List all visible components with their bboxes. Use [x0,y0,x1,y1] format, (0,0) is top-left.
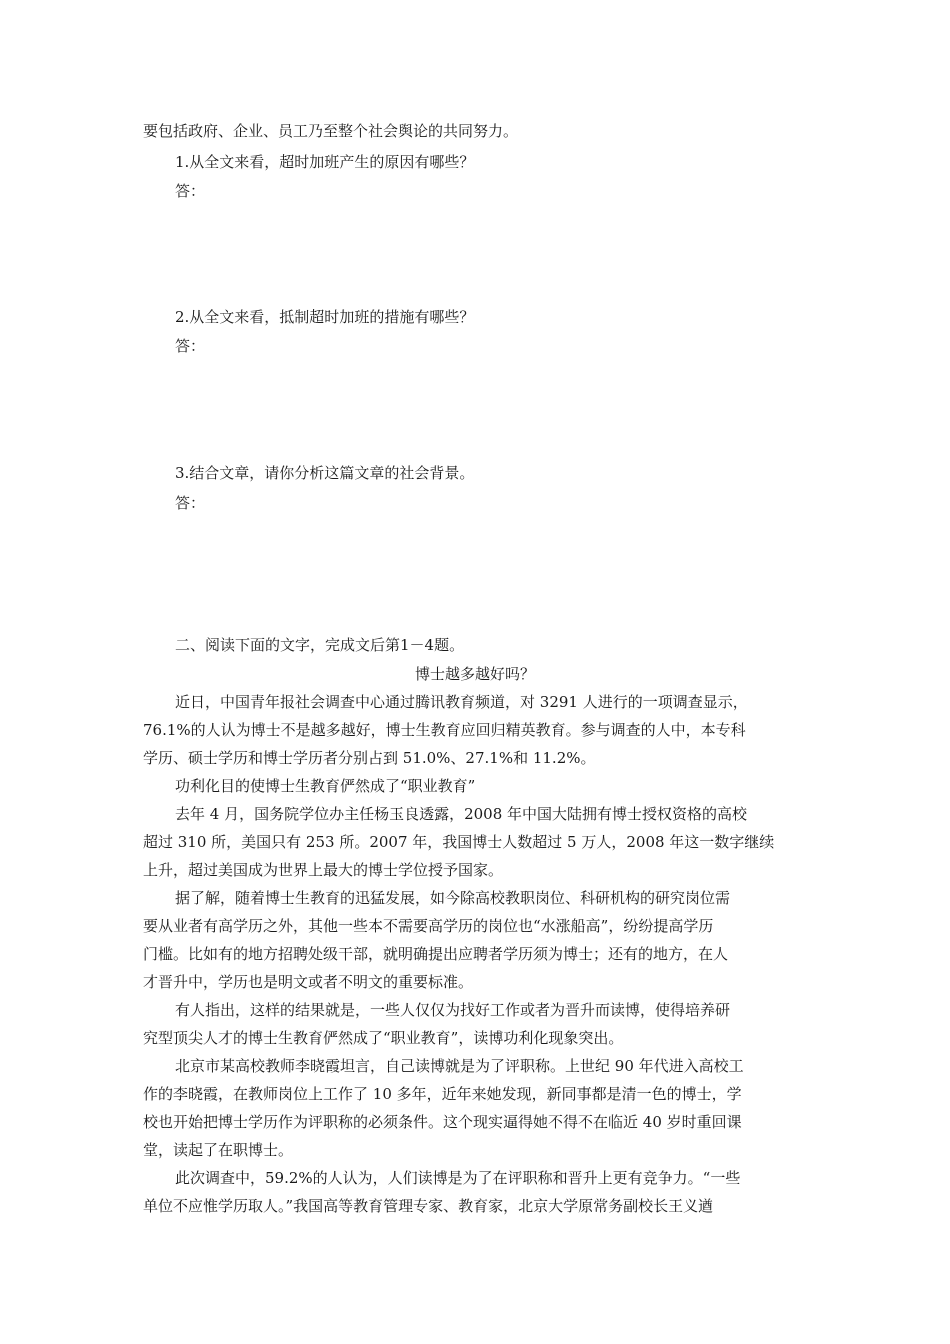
article-title: 博士越多越好吗？ [414,665,535,683]
paragraph-line: 近日，中国青年报社会调查中心通过腾讯教育频道，对 3291 人进行的一项调查显示， [175,693,748,711]
answer-label-2: 答： [175,337,206,355]
paragraph-line: 此次调查中，59.2%的人认为，人们读博是为了在评职称和晋升上更有竞争力。“一些 [175,1169,741,1187]
paragraph-line: 作的李晓霞，在教师岗位上工作了 10 多年，近年来她发现，新同事都是清一色的博士，学 [143,1085,742,1103]
paragraph-line: 去年 4 月，国务院学位办主任杨玉良透露，2008 年中国大陆拥有博士授权资格的高校 [175,805,748,823]
question-3: 3.结合文章，请你分析这篇文章的社会背景。 [175,464,475,482]
answer-label-3: 答： [175,494,206,512]
paragraph-line: 北京市某高校教师李晓霞坦言，自己读博就是为了评职称。上世纪 90 年代进入高校工 [175,1057,744,1075]
paragraph-line: 堂，读起了在职博士。 [143,1141,294,1159]
paragraph-line: 校也开始把博士学历作为评职称的必须条件。这个现实逼得她不得不在临近 40 岁时重回课 [143,1113,742,1131]
paragraph-line: 究型顶尖人才的博士生教育俨然成了“职业教育”，读博功利化现象突出。 [143,1029,624,1047]
paragraph-line: 据了解，随着博士生教育的迅猛发展，如今除高校教职岗位、科研机构的研究岗位需 [175,889,731,907]
paragraph-line: 76.1%的人认为博士不是越多越好，博士生教育应回归精英教育。参与调查的人中，本专科 [143,721,746,739]
paragraph-line: 单位不应惟学历取人。”我国高等教育管理专家、教育家，北京大学原常务副校长王义遒 [143,1197,714,1215]
question-2: 2.从全文来看，抵制超时加班的措施有哪些？ [175,308,475,326]
paragraph-line: 才晋升中，学历也是明文或者不明文的重要标准。 [143,973,474,991]
paragraph-line: 上升，超过美国成为世界上最大的博士学位授予国家。 [143,861,504,879]
paragraph-line: 超过 310 所，美国只有 253 所。2007 年，我国博士人数超过 5 万人，2008 年这一数字继续 [143,833,775,851]
paragraph-line: 要从业者有高学历之外，其他一些本不需要高学历的岗位也“水涨船高”，纷纷提高学历 [143,917,714,935]
question-1: 1.从全文来看，超时加班产生的原因有哪些？ [175,153,475,171]
paragraph-line: 有人指出，这样的结果就是，一些人仅仅为找好工作或者为晋升而读博，使得培养研 [175,1001,731,1019]
intro-tail-line: 要包括政府、企业、员工乃至整个社会舆论的共同努力。 [143,122,519,140]
answer-label-1: 答： [175,182,206,200]
part-two-heading: 二、阅读下面的文字，完成文后第1－4题。 [175,636,465,654]
paragraph-line: 门槛。比如有的地方招聘处级干部，就明确提出应聘者学历须为博士；还有的地方，在人 [143,945,729,963]
section-subheading: 功利化目的使博士生教育俨然成了“职业教育” [175,777,476,795]
paragraph-line: 学历、硕士学历和博士学历者分别占到 51.0%、27.1%和 11.2%。 [143,749,596,767]
